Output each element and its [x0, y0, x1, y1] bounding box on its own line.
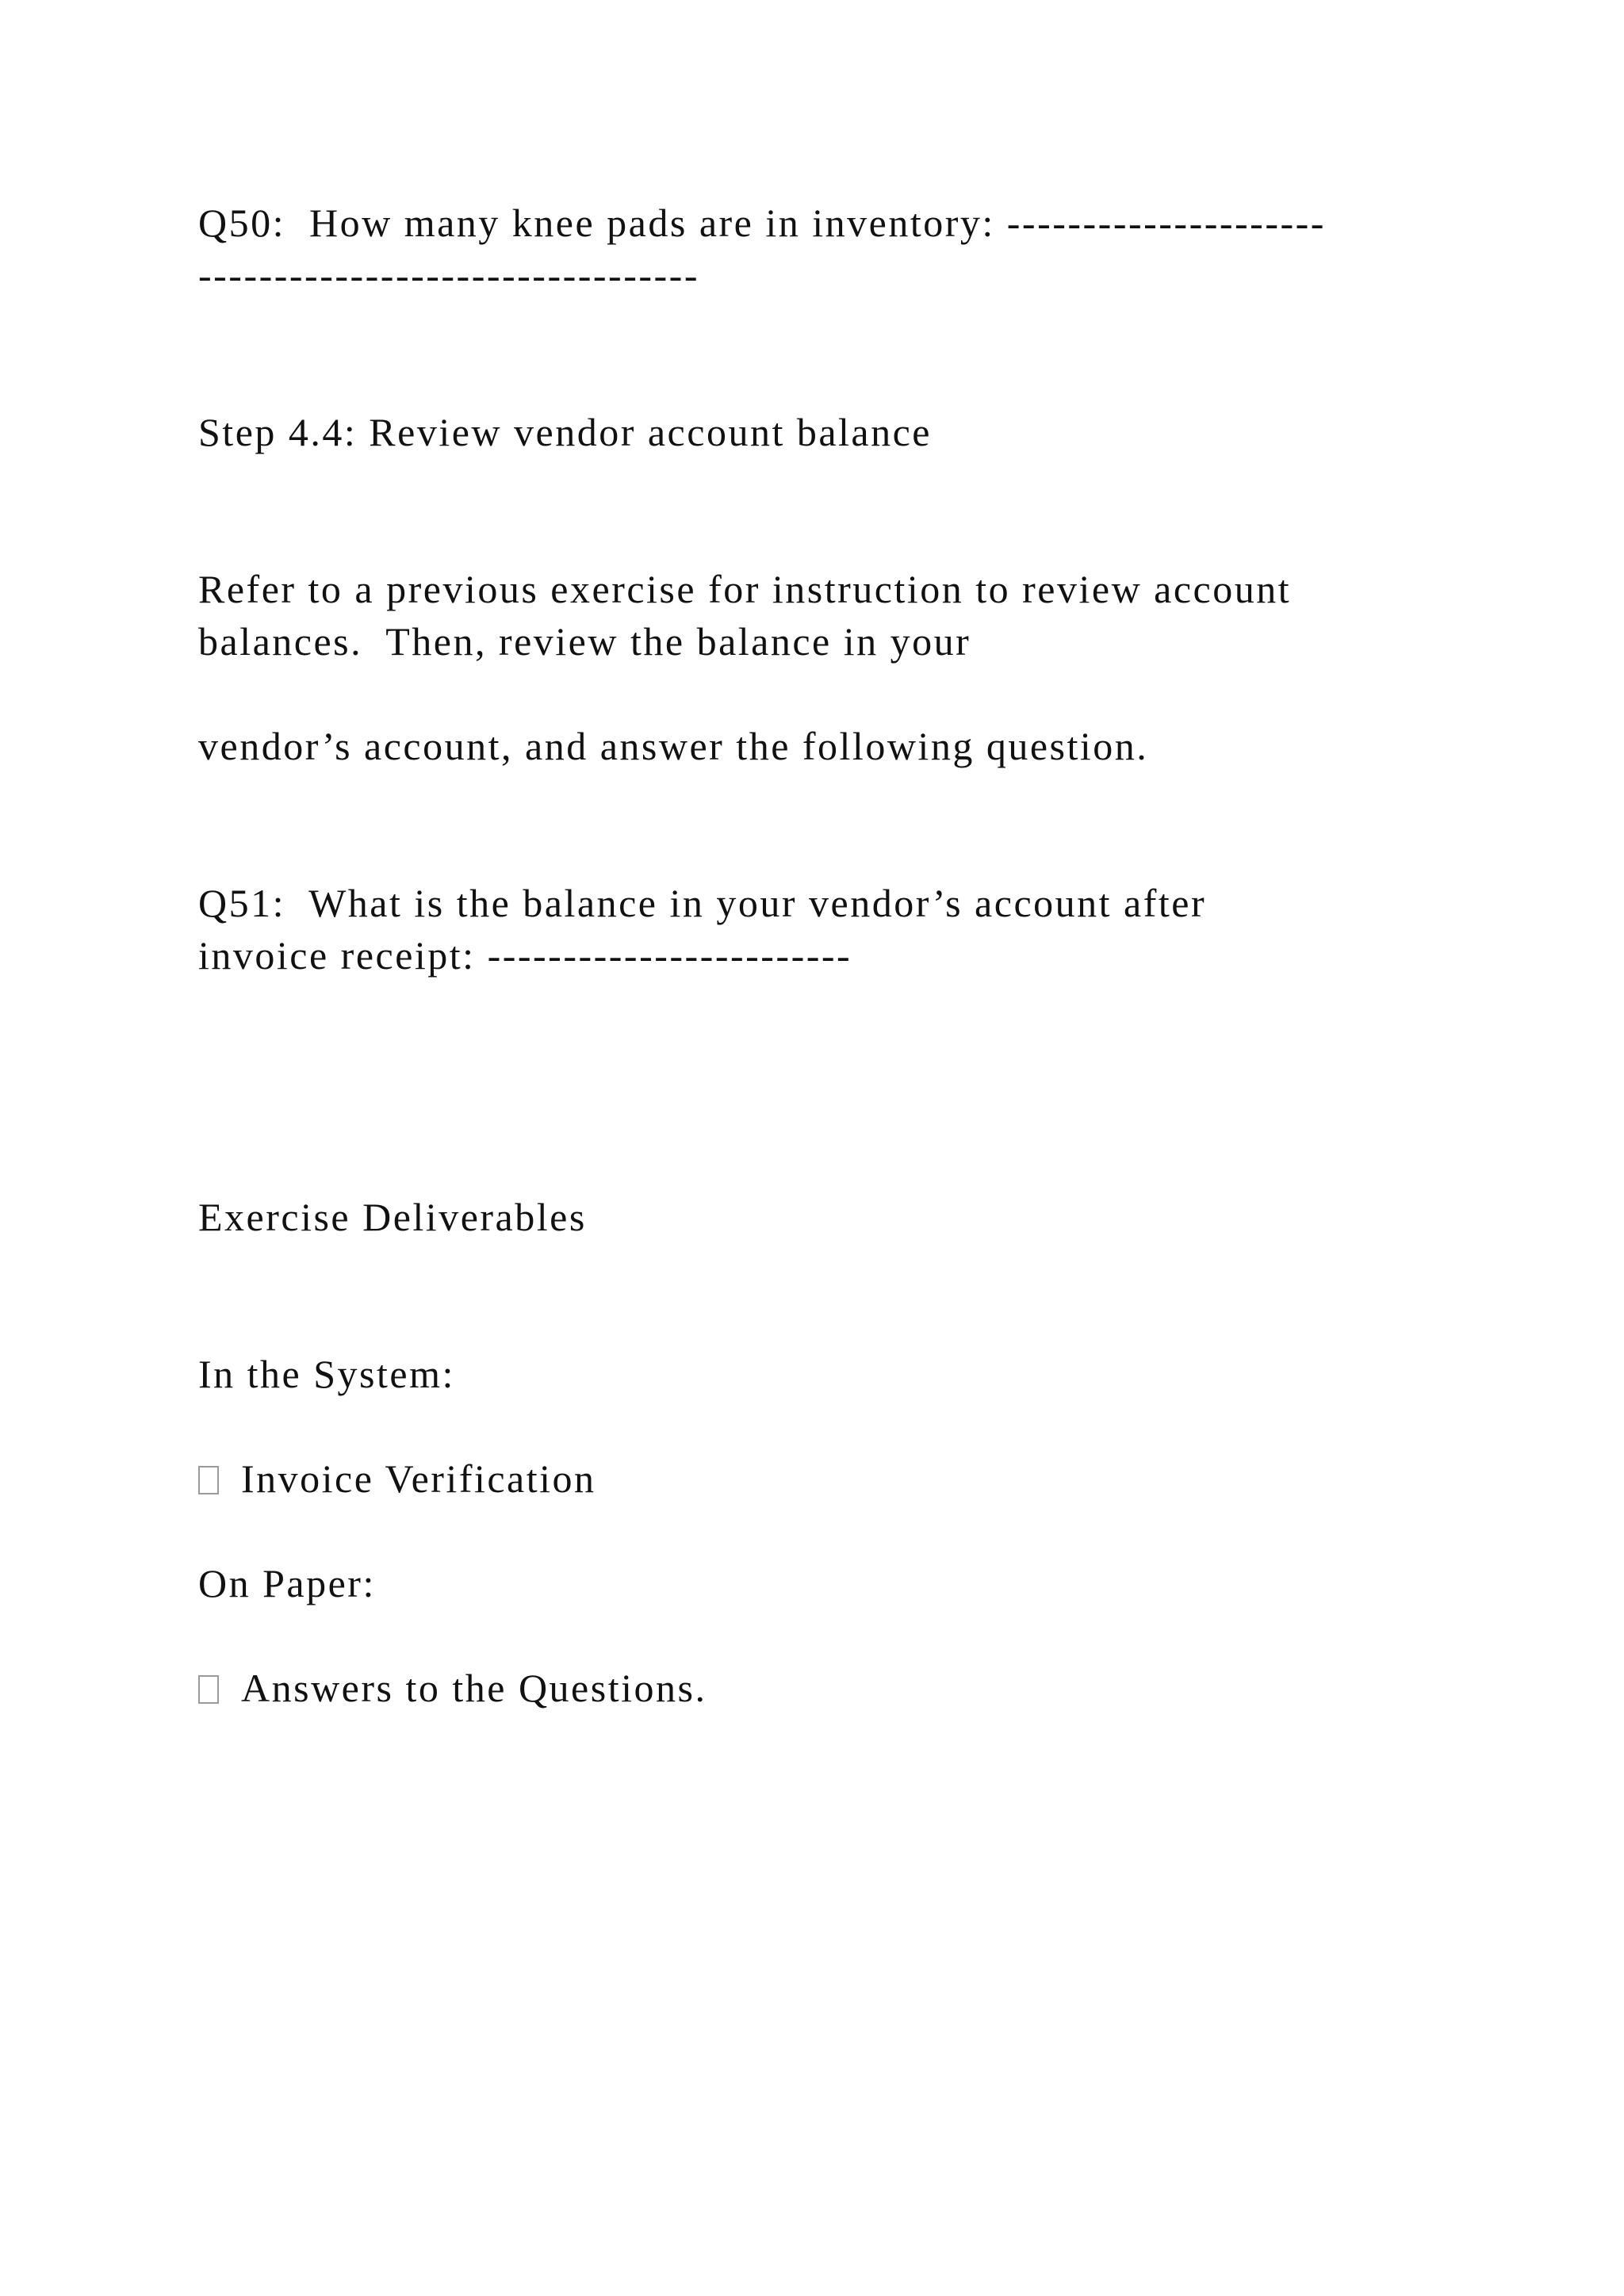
on-paper-item-text: Answers to the Questions. [241, 1666, 707, 1710]
on-paper-item [198, 1662, 707, 1714]
instruction-line-1: Refer to a previous exercise for instruction to review account [198, 567, 1292, 611]
in-system-label: In the System: [198, 1352, 455, 1396]
question-51-line-2: invoice receipt: ------------------------ [198, 933, 852, 978]
question-50-line-2: --------------------------------- [198, 253, 699, 297]
question-50-line-1: Q50: How many knee pads are in inventory: --------------------- [198, 201, 1326, 245]
on-paper-label: On Paper: [198, 1561, 376, 1605]
question-51-line-1: Q51: What is the balance in your vendor’s account after [198, 881, 1207, 925]
in-system-item [198, 1452, 596, 1505]
instruction-line-3: vendor’s account, and answer the following question. [198, 724, 1149, 768]
deliverables-heading: Exercise Deliverables [198, 1195, 587, 1239]
step-heading: Step 4.4: Review vendor account balance [198, 410, 932, 454]
bullet-box-icon [198, 1675, 219, 1704]
instruction-line-2: balances. Then, review the balance in your [198, 619, 971, 664]
bullet-box-icon [198, 1466, 219, 1494]
in-system-item-text: Invoice Verification [241, 1456, 596, 1501]
